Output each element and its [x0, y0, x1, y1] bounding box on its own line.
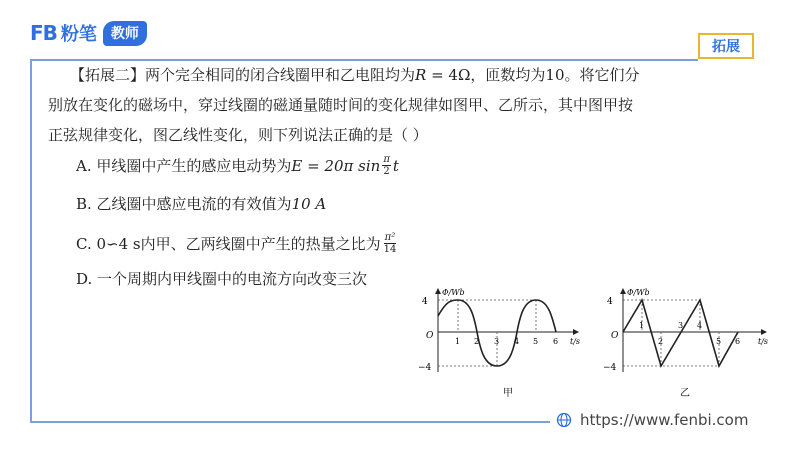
option-b-text: B. 乙线圈中感应电流的有效值为 [76, 195, 292, 213]
yi-y-label: Φ/Wb [627, 288, 650, 297]
question-stem [48, 60, 748, 150]
question-text: ，匝数均为10。将它们分 [470, 66, 640, 84]
option-d[interactable] [76, 268, 367, 289]
flux-graphs [418, 286, 778, 402]
jia-y-label: Φ/Wb [442, 288, 465, 297]
brand-logo [30, 20, 147, 46]
question-line-3: 正弦规律变化，图乙线性变化，则下列说法正确的是（ ） [48, 126, 428, 144]
option-a-formula: E = 20π sin [291, 156, 381, 175]
yi-origin-label: O [611, 331, 619, 341]
option-b[interactable] [76, 193, 326, 214]
brand-mark: FB [30, 21, 57, 45]
jia-origin-label: O [426, 331, 434, 341]
yi-tick-5: 5 [716, 337, 722, 346]
yi-tick-2: 2 [658, 337, 664, 346]
jia-tick-5: 5 [533, 337, 539, 346]
option-a-text: A. 甲线圈中产生的感应电动势为 [76, 157, 292, 175]
yi-ymin-label: −4 [603, 363, 617, 373]
jia-tick-1: 1 [455, 337, 461, 346]
frame-left-border [30, 59, 32, 423]
option-a[interactable] [76, 154, 399, 177]
option-a-fraction: $\frac{\pi}{2}$ [383, 154, 390, 177]
option-c-text: C. 0∽4 s内甲、乙两线圈中产生的热量之比为 [76, 235, 381, 253]
yi-tick-1: 1 [639, 321, 645, 330]
option-a-variable: t [392, 156, 399, 175]
question-line-1 [48, 60, 748, 90]
jia-x-label: t/s [570, 337, 581, 346]
question-text: 【拓展二】两个完全相同的闭合线圈甲和乙电阻均为 [70, 66, 416, 84]
option-b-value: 10 A [291, 194, 327, 213]
yi-x-label: t/s [758, 337, 769, 346]
graph-yi [603, 288, 768, 399]
yi-tick-4: 4 [697, 321, 703, 330]
jia-ymax-label: 4 [422, 297, 428, 307]
option-c-fraction: $\frac{\text{π²}}{14}$ [383, 232, 397, 255]
brand-name: 粉笔 [60, 24, 97, 45]
jia-caption: 甲 [503, 388, 513, 399]
graph-jia [418, 288, 580, 399]
jia-tick-2: 2 [474, 337, 480, 346]
section-badge: 拓展 [698, 33, 754, 59]
jia-tick-6: 6 [553, 337, 559, 346]
resistance-value: = 4Ω [426, 66, 471, 84]
resistance-symbol: R [415, 66, 427, 84]
yi-tick-6: 6 [735, 337, 741, 346]
brand-tag: 教师 [103, 21, 147, 46]
option-c[interactable] [76, 232, 399, 255]
jia-tick-4: 4 [514, 337, 520, 346]
question-line-2: 别放在变化的磁场中，穿过线圈的磁通量随时间的变化规律如图甲、乙所示，其中图甲按 [48, 96, 634, 114]
footer-url: https://www.fenbi.com [580, 411, 749, 429]
jia-ymin-label: −4 [418, 363, 432, 373]
yi-tick-3: 3 [678, 321, 684, 330]
footer-link[interactable] [556, 411, 748, 429]
frame-bottom-border [30, 421, 550, 423]
jia-tick-3: 3 [494, 337, 500, 346]
globe-icon [556, 412, 572, 428]
yi-curve [623, 300, 741, 366]
option-d-text: D. 一个周期内甲线圈中的电流方向改变三次 [76, 270, 368, 288]
yi-caption: 乙 [680, 388, 690, 399]
yi-ymax-label: 4 [607, 297, 613, 307]
